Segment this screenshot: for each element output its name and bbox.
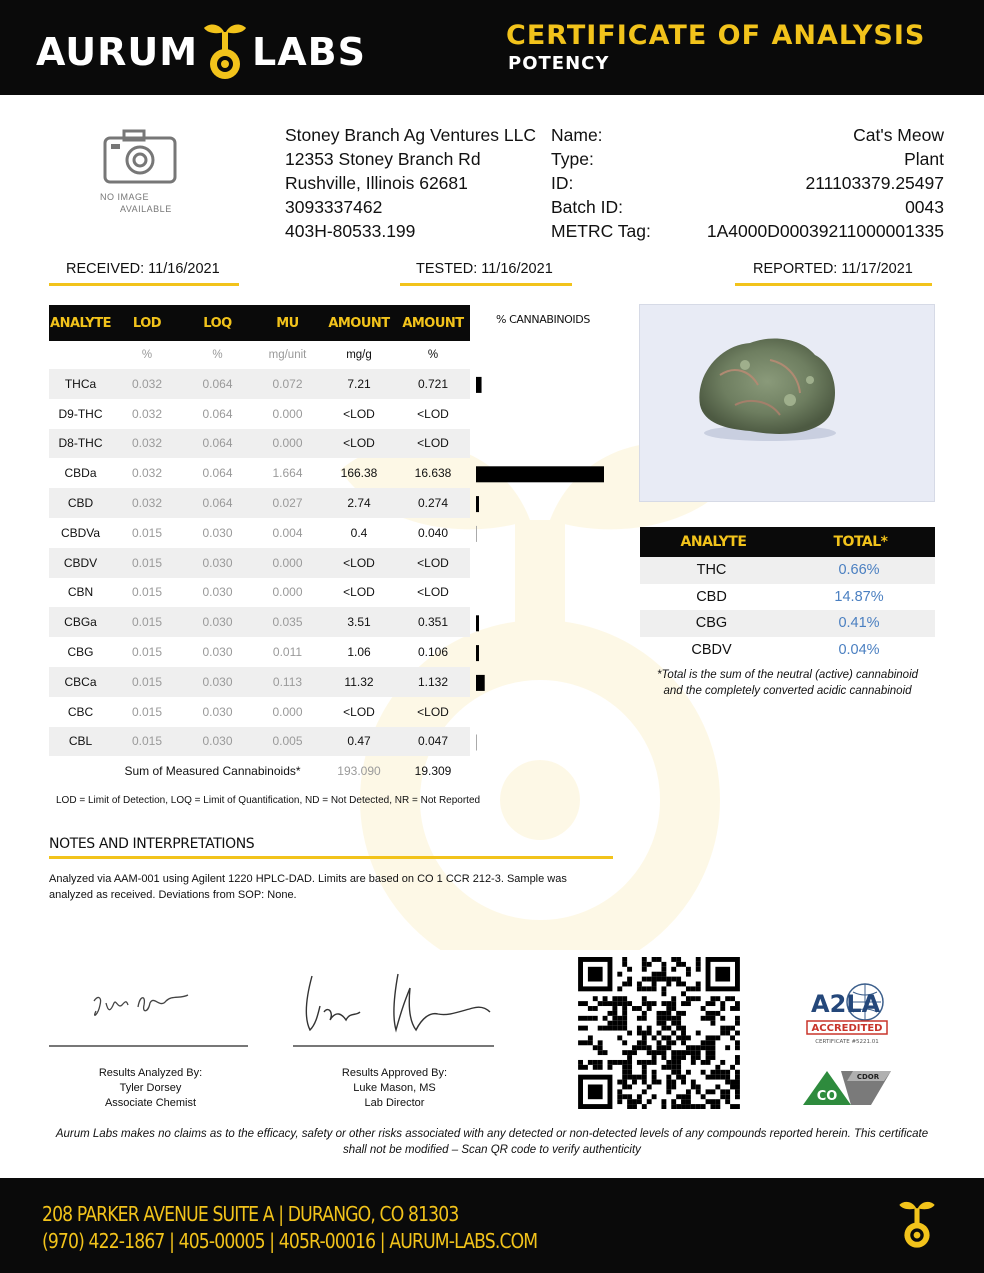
tested-underline: [400, 283, 572, 286]
cell-loq: 0.064: [202, 436, 233, 451]
a2la-accredited-text: ACCREDITED: [811, 1023, 883, 1034]
logo-word-left: AURUM: [36, 30, 199, 74]
cell-amount-pct: 0.106: [417, 645, 449, 660]
cell-lod: 0.015: [131, 555, 163, 570]
available-text: AVAILABLE: [120, 204, 172, 214]
cannabis-bud-image: [640, 305, 936, 503]
cell-mu: 1.664: [272, 466, 303, 481]
sample-label: Type:: [551, 149, 594, 169]
cell-loq: 0.030: [202, 555, 233, 570]
potency-units-row: [49, 341, 470, 369]
client-company: Stoney Branch Ag Ventures LLC: [285, 125, 536, 145]
cell-lod: 0.015: [131, 615, 163, 630]
cell-mu: 0.000: [272, 704, 303, 719]
sample-name: Cat's Meow: [853, 125, 944, 145]
potency-row: [49, 667, 470, 697]
col-amount-pct-header: AMOUNT: [402, 315, 464, 331]
totals-value: 14.87%: [834, 588, 884, 605]
cell-amount-mg: <LOD: [343, 555, 375, 570]
flask-leaf-icon: [896, 1197, 938, 1253]
cell-loq: 0.030: [202, 585, 233, 600]
analyst-signature: [88, 985, 198, 1025]
svg-text:A2LA: A2LA: [811, 990, 881, 1018]
cell-mu: 0.005: [272, 734, 303, 749]
received-date: RECEIVED: 11/16/2021: [66, 261, 220, 277]
totals-footnote-line2: and the completely converted acidic cannabinoid: [663, 685, 912, 697]
bar-thca: [476, 377, 482, 393]
cell-mu: 0.000: [272, 585, 303, 600]
footer-contact: (970) 422-1867 | 405-00005 | 405R-00016 | AURUM-LABS.COM: [42, 1229, 538, 1253]
aurum-labs-logo: [36, 22, 366, 82]
cell-amount-pct: 16.638: [414, 466, 452, 481]
potency-table: [49, 305, 470, 786]
cell-amount-mg: 3.51: [347, 615, 371, 630]
sample-type: Plant: [904, 149, 944, 169]
totals-table: [640, 527, 935, 663]
a2la-accredited-badge: [803, 980, 891, 1050]
totals-footnote: [640, 667, 935, 699]
cell-analyte: CBD: [67, 496, 94, 511]
potency-row: [49, 518, 470, 548]
totals-row: [640, 637, 935, 664]
approver-title: Lab Director: [364, 1097, 425, 1109]
cannabinoid-bar-chart: [476, 368, 616, 758]
cell-amount-mg: 11.32: [344, 674, 374, 689]
col-lod-header: LOD: [132, 315, 162, 331]
qr-code[interactable]: [578, 957, 740, 1109]
potency-row: [49, 637, 470, 667]
totals-analyte-header: ANALYTE: [680, 534, 747, 550]
cell-amount-mg: 0.47: [347, 734, 371, 749]
bar-cbl: [476, 735, 477, 751]
sum-label: Sum of Measured Cannabinoids*: [124, 764, 301, 779]
totals-row: [640, 610, 935, 637]
potency-row: [49, 578, 470, 608]
cell-lod: 0.015: [131, 704, 163, 719]
unit-mu: mg/unit: [268, 349, 307, 361]
totals-footnote-line1: *Total is the sum of the neutral (active) cannabinoid: [656, 669, 919, 681]
abbreviation-legend: LOD = Limit of Detection, LOQ = Limit of Quantification, ND = Not Detected, NR = Not Reported: [56, 795, 481, 806]
totals-analyte: CBD: [696, 588, 727, 605]
cell-lod: 0.032: [131, 376, 163, 391]
cell-loq: 0.030: [202, 734, 233, 749]
cell-amount-pct: <LOD: [417, 406, 449, 421]
cell-loq: 0.030: [202, 615, 233, 630]
sum-mg: 193.090: [337, 764, 381, 779]
cell-mu: 0.027: [272, 496, 303, 511]
cell-lod: 0.015: [131, 734, 163, 749]
cell-amount-pct: 1.132: [417, 674, 449, 689]
sum-pct: 19.309: [414, 764, 452, 779]
cell-analyte: CBGa: [64, 615, 97, 630]
totals-row: [640, 584, 935, 611]
cell-loq: 0.064: [202, 376, 233, 391]
sample-label: METRC Tag:: [551, 221, 651, 241]
cell-amount-mg: 1.06: [347, 645, 371, 660]
camera-icon: [102, 128, 178, 186]
potency-header-row: [49, 305, 470, 341]
cell-amount-pct: <LOD: [417, 555, 449, 570]
approver-caption: [293, 1066, 496, 1111]
cell-lod: 0.032: [131, 436, 163, 451]
client-phone: 3093337462: [285, 197, 383, 217]
cell-loq: 0.030: [202, 674, 233, 689]
totals-total-header: TOTAL*: [833, 534, 888, 550]
approver-signature-line: [293, 1045, 494, 1047]
potency-row: [49, 727, 470, 757]
no-image-placeholder: [96, 128, 186, 218]
client-info: [285, 123, 536, 243]
cell-amount-pct: 0.047: [417, 734, 449, 749]
cell-amount-pct: <LOD: [417, 704, 449, 719]
cell-mu: 0.072: [272, 376, 303, 391]
potency-rows: [49, 369, 470, 756]
cell-lod: 0.015: [131, 585, 163, 600]
client-license: 403H-80533.199: [285, 221, 416, 241]
potency-row: [49, 548, 470, 578]
unit-loq: %: [212, 349, 223, 361]
cell-analyte: CBL: [68, 734, 93, 749]
cell-mu: 0.000: [272, 436, 303, 451]
analyst-title: Associate Chemist: [104, 1097, 197, 1109]
cell-mu: 0.004: [272, 525, 303, 540]
bar-cbdva: [476, 526, 477, 542]
totals-header-row: [640, 527, 935, 557]
cell-mu: 0.000: [272, 555, 303, 570]
flask-leaf-icon: [200, 22, 250, 82]
potency-row: [49, 369, 470, 399]
cell-amount-mg: <LOD: [343, 704, 375, 719]
col-amount-mg-header: AMOUNT: [328, 315, 390, 331]
cell-analyte: CBDa: [64, 466, 97, 481]
col-mu-header: MU: [276, 315, 299, 331]
bar-cbd: [476, 496, 479, 512]
logo-word-right: LABS: [252, 30, 366, 74]
totals-analyte: CBG: [695, 615, 728, 632]
certificate-subtitle: POTENCY: [508, 53, 610, 74]
unit-lod: %: [141, 349, 153, 361]
cell-analyte: CBC: [67, 704, 94, 719]
disclaimer-text: Aurum Labs makes no claims as to the efficacy, safety or other risks associated with any detected or non-detected levels of any compounds reported herein. This certificate shall not be modified – Scan QR code to verify authenticity: [55, 1128, 929, 1156]
totals-analyte: THC: [696, 562, 727, 579]
sample-metrc-tag: 1A4000D00039211000001335: [706, 221, 944, 241]
potency-row: [49, 607, 470, 637]
bar-cbca: [476, 675, 485, 691]
cell-analyte: CBN: [67, 585, 94, 600]
cell-analyte: CBCa: [64, 674, 97, 689]
cdor-text: CDOR: [856, 1073, 880, 1081]
col-analyte-header: ANALYTE: [50, 315, 111, 331]
tested-date: TESTED: 11/16/2021: [416, 261, 553, 277]
product-photo: [639, 304, 935, 502]
totals-value: 0.04%: [838, 641, 880, 658]
unit-pct: %: [427, 349, 439, 361]
potency-row: [49, 488, 470, 518]
cell-amount-mg: 2.74: [347, 496, 371, 511]
potency-row: [49, 399, 470, 429]
cell-analyte: D9-THC: [58, 406, 103, 421]
cell-loq: 0.030: [202, 525, 233, 540]
client-street: 12353 Stoney Branch Rd: [285, 149, 481, 169]
cell-lod: 0.015: [131, 525, 163, 540]
notes-text: Analyzed via AAM-001 using Agilent 1220 HPLC-DAD. Limits are based on CO 1 CCR 212-3. Sample was analyzed as received. Deviations from SOP: None.: [49, 873, 567, 901]
cell-analyte: D8-THC: [58, 436, 103, 451]
cell-amount-pct: 0.274: [417, 496, 449, 511]
cell-mu: 0.000: [272, 406, 303, 421]
cell-amount-mg: <LOD: [343, 585, 375, 600]
unit-mg: mg/g: [346, 349, 372, 361]
cell-amount-mg: <LOD: [343, 406, 375, 421]
cell-mu: 0.011: [272, 645, 303, 660]
cell-loq: 0.030: [202, 704, 233, 719]
cdor-state-text: CO: [816, 1089, 838, 1104]
cell-mu: 0.035: [272, 615, 303, 630]
cannabinoids-chart-label: % CANNABINOIDS: [496, 313, 590, 326]
potency-row: [49, 429, 470, 459]
cell-lod: 0.015: [131, 674, 163, 689]
notes-title: NOTES AND INTERPRETATIONS: [49, 836, 255, 852]
sample-label: Name:: [551, 125, 603, 145]
cell-lod: 0.015: [131, 645, 163, 660]
cell-amount-mg: 7.21: [347, 376, 371, 391]
cell-analyte: CBDVa: [60, 525, 101, 540]
totals-row: [640, 557, 935, 584]
a2la-cert-text: CERTIFICATE #5221.01: [815, 1039, 879, 1045]
cell-loq: 0.030: [202, 645, 233, 660]
cell-amount-mg: 166.38: [340, 466, 378, 481]
totals-analyte: CBDV: [691, 641, 732, 658]
cell-mu: 0.113: [272, 674, 303, 689]
approver-signature: [298, 968, 493, 1038]
sample-batch-id: 0043: [905, 197, 944, 217]
certificate-title: CERTIFICATE OF ANALYSIS: [506, 20, 926, 51]
cell-loq: 0.064: [202, 496, 233, 511]
cell-loq: 0.064: [202, 406, 233, 421]
sample-id: 211103379.25497: [805, 173, 944, 193]
approver-role: Results Approved By:: [341, 1067, 448, 1079]
reported-date: REPORTED: 11/17/2021: [753, 261, 913, 277]
analyst-name: Tyler Dorsey: [119, 1082, 182, 1094]
cell-lod: 0.032: [131, 496, 163, 511]
sample-label: ID:: [551, 173, 574, 193]
received-underline: [49, 283, 239, 286]
analyst-signature-line: [49, 1045, 248, 1047]
cell-amount-mg: <LOD: [343, 436, 375, 451]
cell-amount-pct: 0.351: [417, 615, 449, 630]
analyst-role: Results Analyzed By:: [98, 1067, 203, 1079]
analyst-caption: [49, 1066, 252, 1111]
cell-amount-pct: <LOD: [417, 436, 449, 451]
sample-values: [707, 123, 944, 243]
sample-label: Batch ID:: [551, 197, 623, 217]
reported-underline: [735, 283, 932, 286]
potency-row: [49, 458, 470, 488]
cell-amount-pct: 0.040: [417, 525, 449, 540]
cell-lod: 0.032: [131, 406, 163, 421]
sum-row: [49, 756, 470, 786]
client-city: Rushville, Illinois 62681: [285, 173, 468, 193]
cell-analyte: THCa: [64, 376, 97, 391]
bar-cbda: [476, 466, 604, 482]
no-image-text: NO IMAGE: [100, 192, 150, 202]
potency-row: [49, 697, 470, 727]
totals-value: 0.41%: [838, 615, 880, 632]
cell-amount-mg: 0.4: [350, 525, 368, 540]
cell-lod: 0.032: [131, 466, 163, 481]
cell-amount-pct: <LOD: [417, 585, 449, 600]
cell-loq: 0.064: [202, 466, 233, 481]
approver-name: Luke Mason, MS: [353, 1082, 436, 1094]
totals-value: 0.66%: [838, 562, 880, 579]
sample-labels: [551, 123, 651, 243]
bar-cbg: [476, 645, 479, 661]
cell-analyte: CBG: [67, 645, 94, 660]
footer-address: 208 PARKER AVENUE SUITE A | DURANGO, CO 81303: [42, 1202, 459, 1226]
cell-amount-pct: 0.721: [417, 376, 449, 391]
col-loq-header: LOQ: [203, 315, 232, 331]
bar-cbga: [476, 615, 479, 631]
cell-analyte: CBDV: [63, 555, 98, 570]
cdor-badge: [801, 1067, 893, 1107]
notes-underline: [49, 856, 613, 859]
